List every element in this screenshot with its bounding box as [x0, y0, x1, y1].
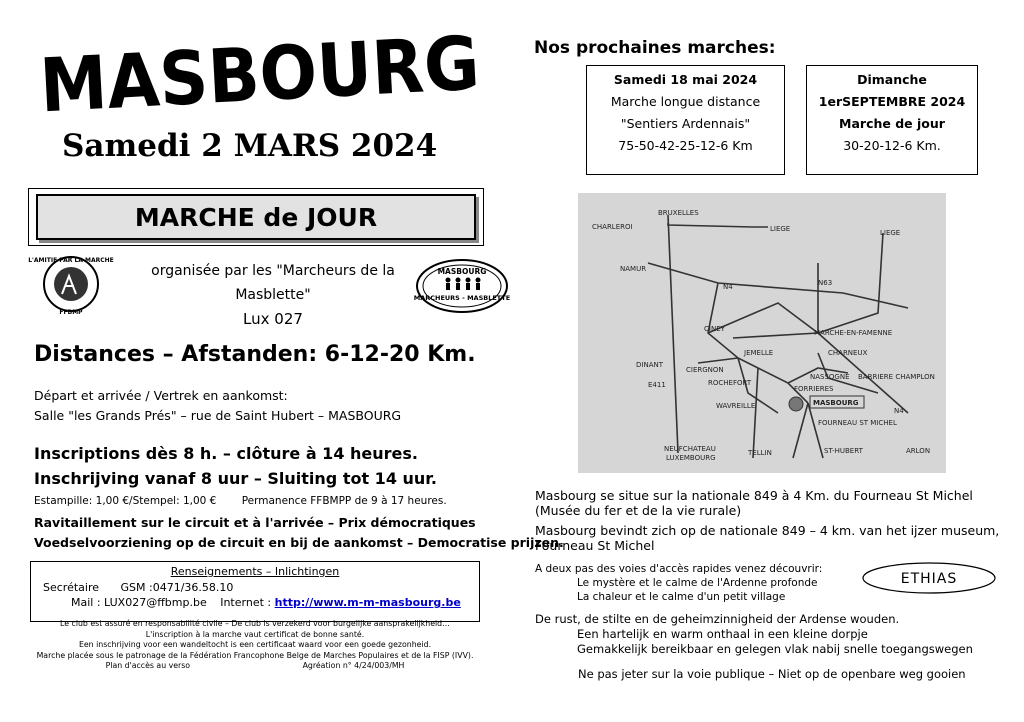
masbourg-title [30, 18, 523, 132]
mail-line [71, 596, 479, 609]
sept-date: 1erSEPTEMBRE 2024 [818, 94, 966, 109]
fine-print-line: Le club est assuré en responsabilité civile – De club is verzekerd voor burgelijke aansprakelijkheid… [60, 619, 450, 628]
masblette-club-logo [414, 256, 510, 322]
map-label: N4 [723, 283, 733, 291]
masblette-logo-bottom: MARCHEURS - MASBLETTE [413, 294, 511, 302]
map-label: NASSOGNE [810, 373, 850, 381]
discover-fr-line-2: Le mystère et le calme de l'Ardenne profonde [577, 577, 818, 589]
map-label: WAVREILLE [716, 402, 756, 410]
event-date: Samedi 2 MARS 2024 [62, 128, 438, 164]
location-nl [535, 523, 999, 553]
map-label: CHARNEUX [828, 349, 868, 357]
map-label: CINEY [704, 325, 725, 333]
sept-type: Marche de jour [839, 116, 945, 131]
discover-nl-line-1: De rust, de stilte en de geheimzinnigheid der Ardense wouden. [535, 612, 900, 626]
map-label: BARRIERE CHAMPLON [858, 373, 935, 381]
departure-info [34, 386, 401, 426]
discover-nl-line-3: Gemakkelijk bereikbaar en gelegen vlak nabij snelle toegangswegen [577, 642, 973, 656]
next-march-box-may [586, 65, 785, 175]
secretary-line [43, 581, 479, 594]
may-date: Samedi 18 mai 2024 [613, 72, 758, 87]
internet-label: Internet : [220, 596, 272, 609]
event-type-banner [28, 188, 484, 246]
ethias-text: ETHIAS [900, 571, 958, 587]
map-label: LUXEMBOURG [666, 454, 716, 462]
access-map [578, 193, 946, 473]
masbourg-title-text: MASBOURG [37, 18, 523, 130]
map-label: JEMELLE [744, 349, 774, 357]
organizer-line: organisée par les "Marcheurs de la Masblette" [151, 263, 395, 303]
fine-print-last [28, 661, 482, 672]
registration-fr: Inscriptions dès 8 h. – clôture à 14 heures. [34, 444, 418, 463]
next-marches-title: Nos prochaines marches: [534, 38, 776, 58]
location-fr-line-2: (Musée du fer et de la vie rurale) [535, 503, 742, 518]
amitie-logo-text: L'AMITIE PAR LA MARCHE [28, 257, 114, 264]
map-label: NEUFCHATEAU [664, 445, 716, 453]
map-label: BRUXELLES [658, 209, 699, 217]
contact-header: Renseignements – Inlichtingen [170, 565, 340, 578]
location-nl-line-2: Fourneau St Michel [535, 538, 655, 553]
next-march-box-september [806, 65, 978, 175]
map-label: ROCHEFORT [708, 379, 752, 387]
littering-notice: Ne pas jeter sur la voie publique – Niet op de openbare weg gooien [578, 667, 966, 681]
website-link[interactable]: http://www.m-m-masbourg.be [274, 596, 461, 609]
amitie-marche-logo [28, 254, 114, 316]
secretary-label: Secrétaire [43, 581, 100, 594]
map-label: LIEGE [880, 229, 901, 237]
map-label: N4 [894, 407, 904, 415]
fine-print-line: Marche placée sous le patronage de la Fédération Francophone Belge de Marches Populaires et de la FISP (IVV). [36, 650, 474, 660]
discover-fr [535, 562, 822, 604]
contact-email[interactable]: Mail : LUX027@ffbmp.be [71, 596, 207, 609]
map-label: LIEGE [770, 225, 791, 233]
club-code: Lux 027 [243, 310, 303, 328]
sept-day: Dimanche [857, 72, 927, 87]
map-label: CIERGNON [686, 366, 724, 374]
may-distances: 75-50-42-25-12-6 Km [618, 138, 753, 153]
sept-distances: 30-20-12-6 Km. [843, 138, 941, 153]
stamp-line [34, 495, 447, 507]
map-label: NAMUR [620, 265, 647, 273]
map-label: E411 [648, 381, 666, 389]
refreshments-nl: Voedselvoorziening op de circuit en bij de aankomst – Democratise prijzen. [34, 535, 564, 550]
map-label: CHARLEROI [592, 223, 633, 231]
departure-line-1: Départ et arrivée / Vertrek en aankomst: [34, 388, 288, 403]
ffbmp-logo-text: FFBMP [59, 309, 83, 316]
map-label: FORRIERES [794, 385, 834, 393]
discover-fr-line-1: A deux pas des voies d'accès rapides venez découvrir: [535, 563, 823, 575]
location-fr-line-1: Masbourg se situe sur la nationale 849 à 4 Km. du Fourneau St Michel [535, 488, 973, 503]
ethias-sponsor-logo [860, 561, 998, 595]
refreshments-fr: Ravitaillement sur le circuit et à l'arrivée – Prix démocratiques [34, 515, 476, 530]
registration-nl: Inschrijving vanaf 8 uur – Sluiting tot 14 uur. [34, 469, 437, 488]
map-label: MARCHE-EN-FAMENNE [814, 329, 893, 337]
location-fr [535, 488, 973, 518]
refreshments-info [34, 513, 564, 553]
location-nl-line-1: Masbourg bevindt zich op de nationale 849 – 4 km. van het ijzer museum, [535, 523, 1000, 538]
map-label: FOURNEAU ST MICHEL [818, 419, 897, 427]
map-label: DINANT [636, 361, 663, 369]
fine-print [28, 619, 482, 672]
masblette-logo-top: MASBOURG [437, 267, 487, 276]
discover-nl-line-2: Een hartelijk en warm onthaal in een kleine dorpje [577, 627, 868, 641]
walkers-icon [446, 278, 481, 291]
discover-nl [535, 612, 973, 657]
map-label: TELLIN [748, 449, 772, 457]
approval-number: Agréation n° 4/24/003/MH [302, 661, 405, 670]
fine-print-line: Een inschrijving voor een wandeltocht is een certificaat waard voor een goede gezonheid. [78, 640, 432, 649]
fine-print-line: L'inscription à la marche vaut certificat de bonne santé. [145, 629, 365, 639]
contact-box [30, 561, 480, 622]
discover-fr-line-3: La chaleur et le calme d'un petit village [577, 591, 786, 603]
map-label: ARLON [906, 447, 931, 455]
stamp-price: Estampille: 1,00 €/Stempel: 1,00 € [34, 495, 217, 507]
distances-heading: Distances – Afstanden: 6-12-20 Km. [34, 342, 476, 367]
registration-hours [34, 441, 437, 491]
event-type-label: MARCHE de JOUR [36, 194, 476, 240]
map-label: ST-HUBERT [824, 447, 863, 455]
map-label: MASBOURG [813, 399, 859, 407]
organizer-block [118, 259, 428, 331]
departure-line-2: Salle "les Grands Prés" – rue de Saint Hubert – MASBOURG [34, 408, 402, 423]
map-label: N63 [818, 279, 833, 287]
access-plan-note: Plan d'accès au verso [105, 661, 191, 670]
secretary-gsm: GSM :0471/36.58.10 [120, 581, 234, 594]
permanence-hours: Permanence FFBMPP de 9 à 17 heures. [241, 495, 447, 507]
may-type: Marche longue distance [610, 94, 761, 109]
may-name: "Sentiers Ardennais" [620, 116, 751, 131]
